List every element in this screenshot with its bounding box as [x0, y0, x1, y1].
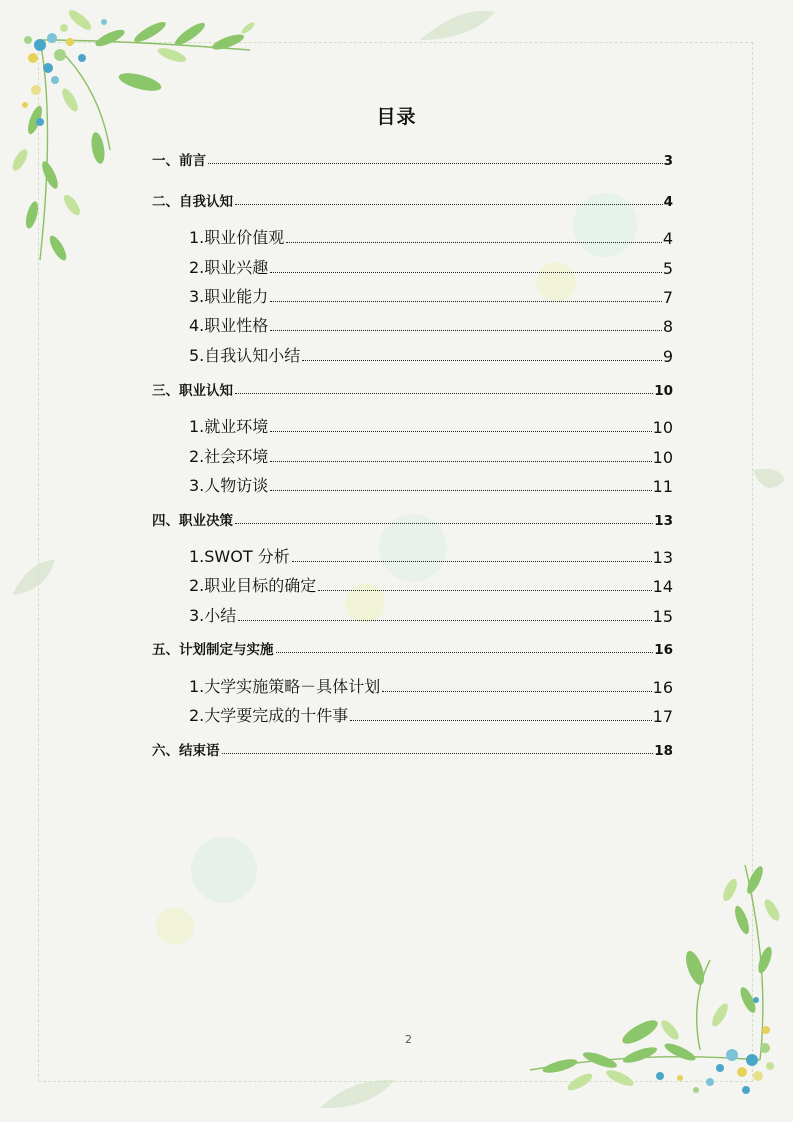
- toc-entry-page: 13: [654, 513, 673, 529]
- toc-entry-employment-environment[interactable]: [189, 415, 673, 437]
- toc-entry-page: 16: [652, 678, 673, 697]
- toc-entry-page: 3: [663, 153, 673, 169]
- toc-entry-label: 三、职业认知: [152, 383, 233, 399]
- dot-leader: [292, 561, 652, 562]
- toc-entry-page: 17: [652, 707, 673, 726]
- dot-leader: [302, 360, 662, 361]
- dot-leader: [222, 753, 654, 754]
- dot-leader: [235, 204, 663, 205]
- toc-entry-label: 2.大学要完成的十件事: [189, 706, 349, 725]
- dot-leader: [318, 590, 651, 591]
- toc-entry-label: 2.职业兴趣: [189, 258, 269, 277]
- dot-leader: [286, 242, 662, 243]
- toc-entry-page: 18: [654, 743, 673, 759]
- dot-leader: [350, 720, 651, 721]
- toc-entry-page: 5: [662, 259, 673, 278]
- toc-entry-label: 1.SWOT 分析: [189, 547, 290, 566]
- dot-leader: [208, 163, 663, 164]
- toc-entry-career-personality[interactable]: [189, 314, 673, 336]
- page-title: 目录: [376, 106, 417, 128]
- toc-entry-self-awareness[interactable]: [152, 190, 673, 210]
- toc-entry-career-awareness[interactable]: [152, 379, 673, 399]
- toc-entry-label: 六、结束语: [152, 743, 220, 759]
- toc-entry-label: 3.职业能力: [189, 287, 269, 306]
- dot-leader: [235, 523, 653, 524]
- toc-entry-page: 14: [652, 577, 673, 596]
- toc-entry-page: 10: [654, 383, 673, 399]
- toc-entry-label: 3.小结: [189, 606, 237, 625]
- toc-entry-label: 1.大学实施策略－具体计划: [189, 677, 381, 696]
- page-number: 2: [405, 1033, 412, 1046]
- toc-entry-page: 15: [652, 607, 673, 626]
- toc-entry-self-summary[interactable]: [189, 344, 673, 366]
- dot-leader: [382, 691, 651, 692]
- dot-leader: [276, 652, 654, 653]
- toc-entry-preface[interactable]: [152, 149, 673, 169]
- toc-entry-university-strategy[interactable]: [189, 675, 673, 697]
- toc-entry-label: 3.人物访谈: [189, 476, 269, 495]
- floral-corner-bottom-right: [520, 850, 793, 1122]
- toc-entry-label: 五、计划制定与实施: [152, 642, 274, 658]
- toc-entry-swot-analysis[interactable]: [189, 545, 673, 567]
- toc-entry-page: 11: [652, 477, 673, 496]
- toc-entry-label: 5.自我认知小结: [189, 346, 301, 365]
- toc-entry-ten-things[interactable]: [189, 704, 673, 726]
- toc-entry-label: 2.社会环境: [189, 447, 269, 466]
- toc-entry-label: 二、自我认知: [152, 194, 233, 210]
- toc-entry-label: 四、职业决策: [152, 513, 233, 529]
- toc-entry-label: 1.就业环境: [189, 417, 269, 436]
- dot-leader: [270, 431, 651, 432]
- dot-leader: [270, 461, 651, 462]
- dot-leader: [270, 490, 651, 491]
- dot-leader: [270, 272, 662, 273]
- toc-entry-career-values[interactable]: [189, 226, 673, 248]
- toc-entry-label: 一、前言: [152, 153, 206, 169]
- toc-entry-page: 7: [662, 288, 673, 307]
- dot-leader: [238, 620, 651, 621]
- toc-entry-label: 4.职业性格: [189, 316, 269, 335]
- dot-leader: [270, 301, 662, 302]
- dot-leader: [235, 393, 653, 394]
- toc-entry-career-interests[interactable]: [189, 256, 673, 278]
- toc-entry-career-abilities[interactable]: [189, 285, 673, 307]
- toc-entry-page: 10: [652, 448, 673, 467]
- dot-leader: [270, 330, 662, 331]
- toc-entry-plan-implementation[interactable]: [152, 638, 673, 658]
- toc-entry-page: 9: [662, 347, 673, 366]
- toc-entry-page: 16: [654, 642, 673, 658]
- toc-entry-page: 10: [652, 418, 673, 437]
- toc-entry-career-goals[interactable]: [189, 574, 673, 596]
- toc-entry-career-decision[interactable]: [152, 509, 673, 529]
- toc-entry-page: 4: [662, 229, 673, 248]
- toc-entry-page: 8: [662, 317, 673, 336]
- toc-entry-conclusion[interactable]: [152, 739, 673, 759]
- toc-entry-page: 4: [663, 194, 673, 210]
- toc-entry-social-environment[interactable]: [189, 445, 673, 467]
- toc-entry-interviews[interactable]: [189, 474, 673, 496]
- toc-entry-page: 13: [652, 548, 673, 567]
- toc-entry-label: 2.职业目标的确定: [189, 576, 317, 595]
- toc-entry-label: 1.职业价值观: [189, 228, 285, 247]
- toc-entry-summary[interactable]: [189, 604, 673, 626]
